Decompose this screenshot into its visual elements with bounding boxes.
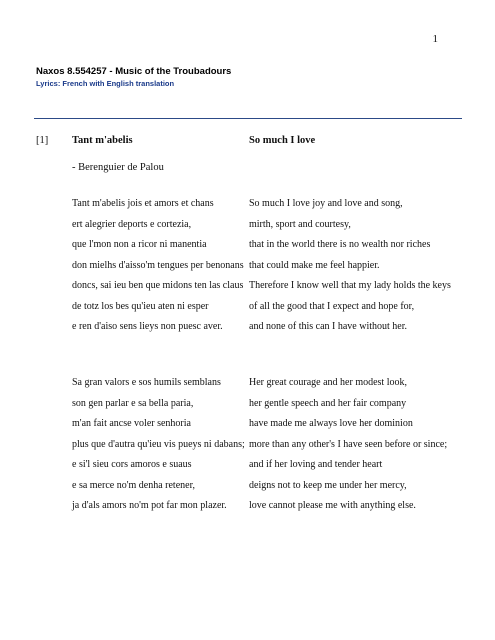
translation-line: that in the world there is no wealth nor riches [249,239,431,250]
translation-line: deigns not to keep me under her mercy, [249,479,407,491]
translation-line: and if her loving and tender heart [249,459,383,470]
composer: - Berenguier de Palou [72,162,164,173]
lyric-line: que l'mon non a ricor ni manentia [72,239,207,250]
lyric-line: don mielhs d'aisso'm tengues per benonans [72,259,244,271]
translation-line: have made me always love her dominion [249,418,413,429]
track-number: [1] [36,135,49,146]
lyric-line: Sa gran valors e sos humils semblans [72,377,221,388]
verse-1-original [72,194,244,338]
verse-2-original [72,373,245,517]
lyric-line: Tant m'abelis jois et amors et chans [72,198,214,209]
translation-line: So much I love joy and love and song, [249,198,403,209]
verse-1-translation [249,194,451,338]
document-title: Naxos 8.554257 - Music of the Troubadours [36,66,232,77]
translation-line: Therefore I know well that my lady holds the keys [249,280,451,291]
lyric-line: plus que d'autra qu'ieu vis pueys ni dabans; [72,438,245,450]
header-divider [34,118,462,119]
lyric-line: m'an fait ancse voler senhoria [72,418,191,429]
lyric-line: ja d'als amors no'm pot far mon plazer. [72,500,227,511]
translation-line: mirth, sport and courtesy, [249,218,351,230]
lyric-line: ert alegrier deports e cortezia, [72,218,192,230]
track-title: Tant m'abelis [72,135,133,146]
translation-line: of all the good that I expect and hope for, [249,300,415,312]
lyric-line: doncs, sai ieu ben que midons ten las claus [72,280,244,291]
page-number: 1 [432,33,438,45]
lyric-line: e ren d'aiso sens lieys non puesc aver. [72,321,223,332]
translation-line: and none of this can I have without her. [249,321,408,332]
translated-title: So much I love [249,135,316,146]
verse-2-translation [249,373,447,517]
document-subtitle: Lyrics: French with English translation [36,79,175,88]
translation-line: her gentle speech and her fair company [249,397,407,409]
lyric-line: de totz los bes qu'ieu aten ni esper [72,300,209,312]
lyric-line: e sa merce no'm denha retener, [72,479,196,491]
lyric-line: son gen parlar e sa bella paria, [72,397,194,409]
translation-line: that could make me feel happier. [249,259,380,271]
translation-line: Her great courage and her modest look, [249,377,407,388]
lyric-line: e si'l sieu cors amoros e suaus [72,459,192,470]
translation-line: more than any other's I have seen before or since; [249,438,448,450]
translation-line: love cannot please me with anything else. [249,500,416,511]
